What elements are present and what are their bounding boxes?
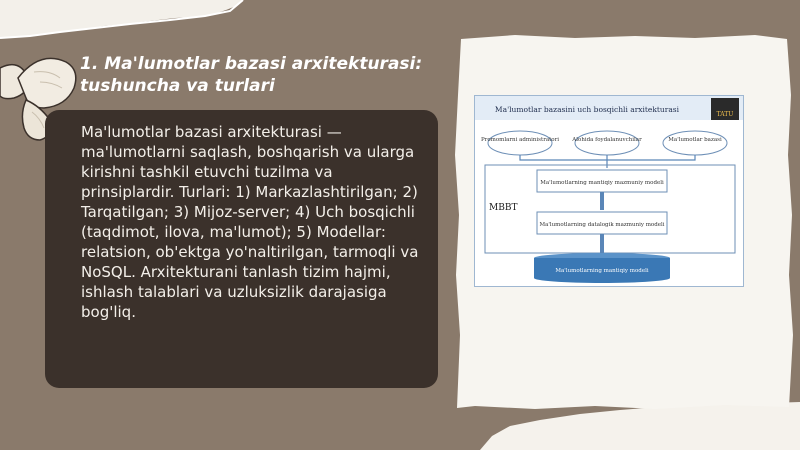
physical-model-label: Ma'lumotlarning datalogik mazmuniy modeli xyxy=(539,222,665,228)
user-ellipse-1 xyxy=(488,131,552,155)
storage-bottom xyxy=(534,273,670,283)
slide-title: 1. Ma'lumotlar bazasi arxitekturasi: tushuncha va turlari xyxy=(80,54,423,96)
mbbt-label: MBBT xyxy=(489,203,518,213)
user-label-1: Promomlarni administratori xyxy=(480,137,560,143)
user-ellipse-3 xyxy=(663,131,727,155)
content-panel xyxy=(45,110,438,388)
user-label-2: Alohida foydalanuvchilar xyxy=(572,137,642,143)
body-text: Ma'lumotlar bazasi arxitekturasi — ma'lumotlarni saqlash, boshqarish va ularga kirishni tashkil etuvchi tuzilma va prinsiplardir. Turlari: 1) Markazlashtirilgan; 2) Tarqatilgan; 3) Mijoz-server; 4) Uch bosqichli (taqdimot, ilova, ma'lumot); 5) Modellar: relatsion, ob'ektga yo'naltirilgan, tarmoqli va NoSQL. Arxitekturani tanlash tizim hajmi, ishlash talablari va uzluksizlik darajasiga bog'liq. xyxy=(81,123,419,321)
diagram-header: Ma'lumotlar bazasini uch bosqichli arxitekturasi xyxy=(494,105,680,114)
architecture-diagram xyxy=(474,95,744,287)
connector-lines xyxy=(520,155,695,168)
user-ellipse-2 xyxy=(575,131,639,155)
logo-text: TATU xyxy=(716,111,734,118)
logical-model-label: Ma'lumotlarning mantiqiy mazmuniy modeli xyxy=(540,180,664,186)
user-label-3: Ma'lumotlar bazasi xyxy=(668,137,722,143)
storage-label: Ma'lumotlarning mantiqiy modeli xyxy=(555,268,649,274)
